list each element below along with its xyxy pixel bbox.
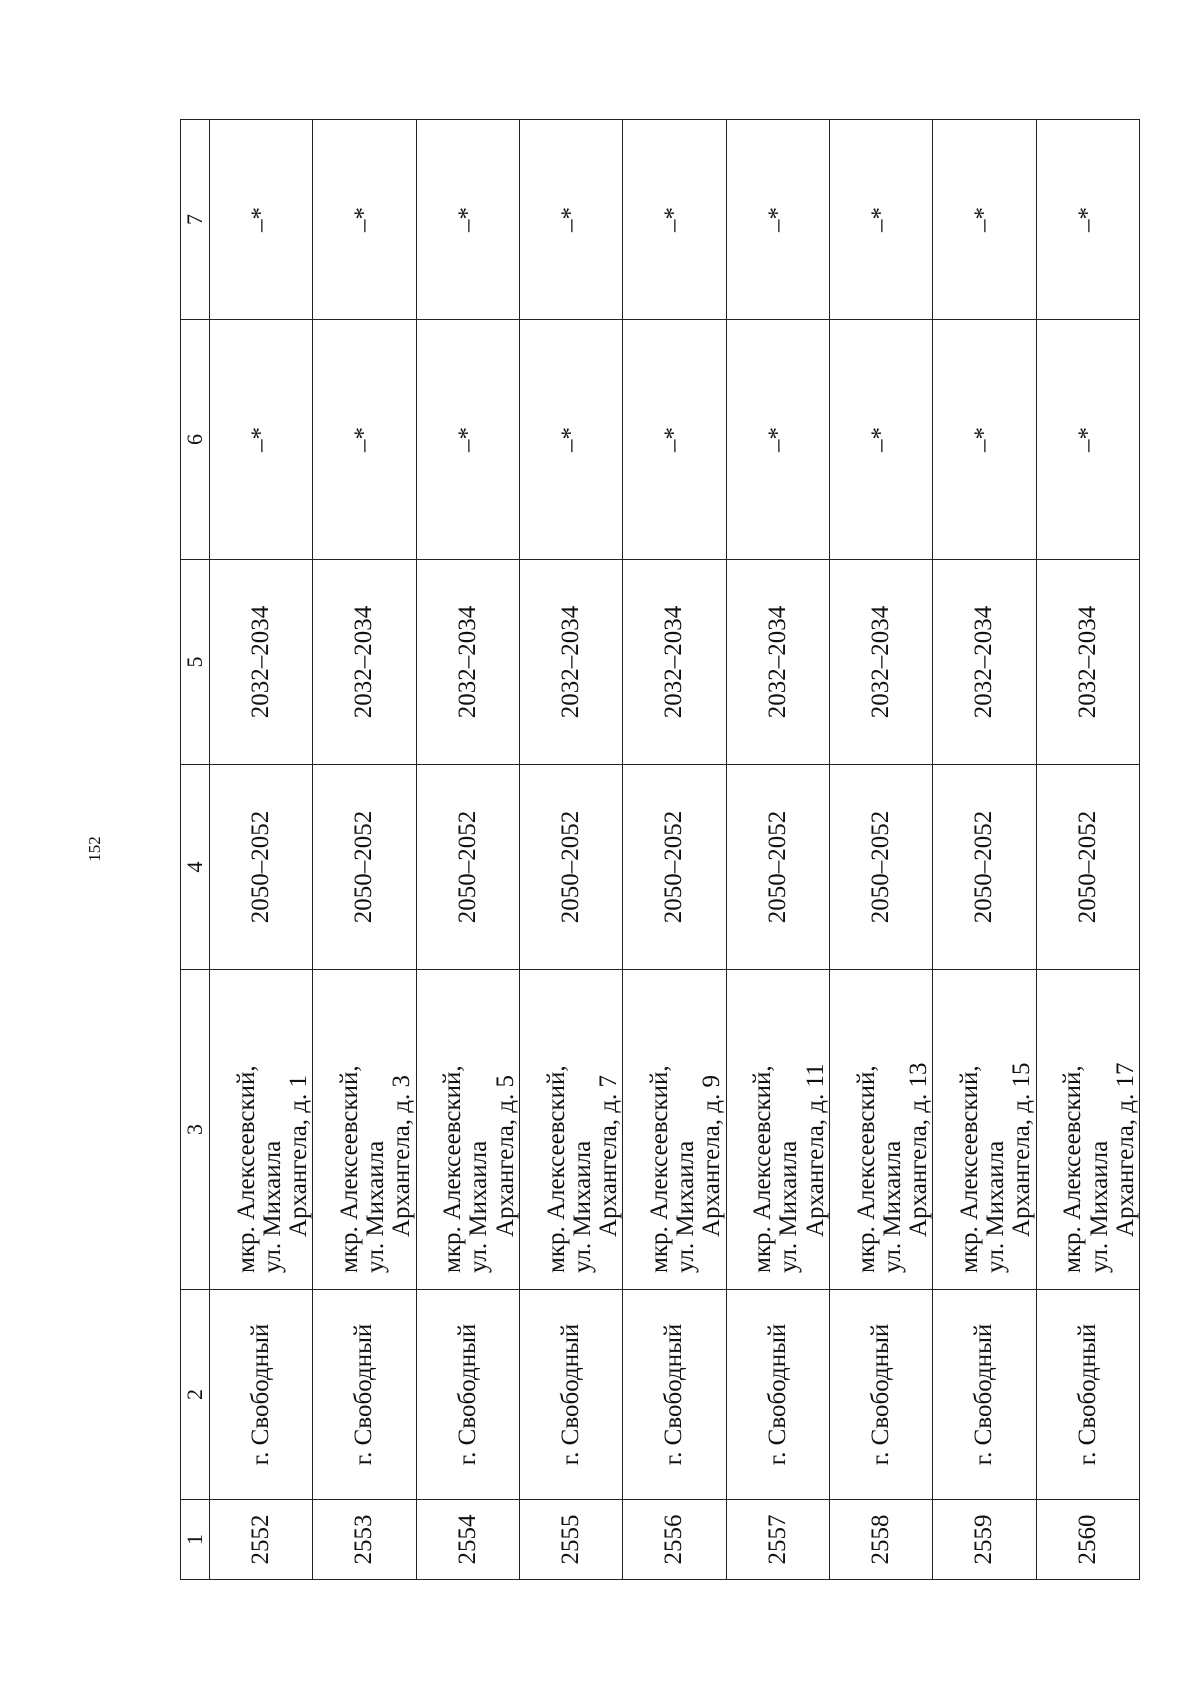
value-cell-col6 xyxy=(933,320,1036,560)
period-cell-col4 xyxy=(416,765,519,970)
period-cell-col5 xyxy=(933,560,1036,765)
value-cell-col6 xyxy=(726,320,829,560)
value-cell-col7 xyxy=(519,120,622,320)
value-cell-col6 xyxy=(313,320,416,560)
address-line-district: мкр. Алексеевский, xyxy=(335,1065,363,1273)
value-col6: –* xyxy=(660,427,688,452)
address-cell xyxy=(829,970,932,1290)
period-col4: 2050–2052 xyxy=(350,810,378,924)
address-line-district: мкр. Алексеевский, xyxy=(542,1065,570,1273)
period-col5: 2032–2034 xyxy=(763,605,791,719)
period-col4: 2050–2052 xyxy=(763,810,791,924)
period-cell-col5 xyxy=(829,560,932,765)
row-number: 2557 xyxy=(763,1514,791,1565)
period-cell-col5 xyxy=(1036,560,1139,765)
period-col5: 2032–2034 xyxy=(453,605,481,719)
page-number: 152 xyxy=(85,836,104,862)
period-cell-col4 xyxy=(313,765,416,970)
city-cell xyxy=(623,1290,726,1500)
value-cell-col6 xyxy=(623,320,726,560)
address-line-street: ул. Михаила xyxy=(258,1140,286,1273)
address-line-district: мкр. Алексеевский, xyxy=(439,1065,467,1273)
value-col6: –* xyxy=(453,427,481,452)
header-cell-1: 1 xyxy=(181,1500,210,1580)
period-col5: 2032–2034 xyxy=(1073,605,1101,719)
city-name: г. Свободный xyxy=(660,1323,688,1466)
row-number-cell xyxy=(726,1500,829,1580)
value-col6: –* xyxy=(557,427,585,452)
value-col6: –* xyxy=(763,427,791,452)
table-row xyxy=(726,120,829,1580)
address-cell xyxy=(1036,970,1139,1290)
value-col7: –* xyxy=(970,207,998,232)
city-name: г. Свободный xyxy=(1073,1323,1101,1466)
address-line-house: Архангела, д. 1 xyxy=(285,1074,313,1237)
period-col5: 2032–2034 xyxy=(557,605,585,719)
table-body xyxy=(210,120,1140,1580)
period-col4: 2050–2052 xyxy=(247,810,275,924)
row-number-cell xyxy=(829,1500,932,1580)
period-col4: 2050–2052 xyxy=(970,810,998,924)
row-number: 2552 xyxy=(247,1514,275,1565)
address-line-house: Архангела, д. 7 xyxy=(595,1074,623,1237)
value-cell-col7 xyxy=(1036,120,1139,320)
row-number-cell xyxy=(1036,1500,1139,1580)
value-cell-col7 xyxy=(416,120,519,320)
value-cell-col6 xyxy=(829,320,932,560)
period-cell-col4 xyxy=(1036,765,1139,970)
value-col7: –* xyxy=(1073,207,1101,232)
table-row xyxy=(829,120,932,1580)
city-name: г. Свободный xyxy=(557,1323,585,1466)
city-cell xyxy=(1036,1290,1139,1500)
header-cell-5: 5 xyxy=(181,560,210,765)
row-number: 2555 xyxy=(557,1514,585,1565)
value-cell-col7 xyxy=(829,120,932,320)
value-col7: –* xyxy=(453,207,481,232)
address-line-district: мкр. Алексеевский, xyxy=(852,1065,880,1273)
value-cell-col6 xyxy=(519,320,622,560)
address-line-house: Архангела, д. 9 xyxy=(698,1074,726,1237)
value-cell-col6 xyxy=(1036,320,1139,560)
value-col7: –* xyxy=(557,207,585,232)
city-cell xyxy=(726,1290,829,1500)
address-line-street: ул. Михаила xyxy=(1085,1140,1113,1273)
period-col4: 2050–2052 xyxy=(1073,810,1101,924)
address-cell xyxy=(519,970,622,1290)
address-cell xyxy=(726,970,829,1290)
period-col5: 2032–2034 xyxy=(247,605,275,719)
table-container xyxy=(180,120,1140,1580)
period-cell-col5 xyxy=(313,560,416,765)
row-number-cell xyxy=(313,1500,416,1580)
period-col4: 2050–2052 xyxy=(867,810,895,924)
address-cell xyxy=(933,970,1036,1290)
address-cell xyxy=(210,970,313,1290)
address-line-street: ул. Михаила xyxy=(878,1140,906,1273)
table-row xyxy=(623,120,726,1580)
row-number: 2556 xyxy=(660,1514,688,1565)
city-cell xyxy=(416,1290,519,1500)
period-cell-col4 xyxy=(210,765,313,970)
value-col7: –* xyxy=(350,207,378,232)
table-row xyxy=(933,120,1036,1580)
header-row xyxy=(181,120,210,1580)
address-cell xyxy=(623,970,726,1290)
value-col7: –* xyxy=(763,207,791,232)
row-number: 2554 xyxy=(453,1514,481,1565)
value-col6: –* xyxy=(970,427,998,452)
period-col4: 2050–2052 xyxy=(453,810,481,924)
rotated-table-frame xyxy=(180,120,1140,1580)
value-cell-col6 xyxy=(416,320,519,560)
address-line-street: ул. Михаила xyxy=(775,1140,803,1273)
table-row xyxy=(210,120,313,1580)
city-cell xyxy=(519,1290,622,1500)
city-name: г. Свободный xyxy=(763,1323,791,1466)
period-cell-col4 xyxy=(933,765,1036,970)
value-col6: –* xyxy=(1073,427,1101,452)
address-line-house: Архангела, д. 5 xyxy=(491,1074,519,1237)
period-cell-col4 xyxy=(623,765,726,970)
city-cell xyxy=(313,1290,416,1500)
period-cell-col5 xyxy=(726,560,829,765)
header-cell-4: 4 xyxy=(181,765,210,970)
period-cell-col5 xyxy=(623,560,726,765)
value-col6: –* xyxy=(867,427,895,452)
address-line-street: ул. Михаила xyxy=(465,1140,493,1273)
address-line-street: ул. Михаила xyxy=(568,1140,596,1273)
row-number: 2560 xyxy=(1073,1514,1101,1565)
address-line-house: Архангела, д. 17 xyxy=(1111,1062,1139,1237)
row-number-cell xyxy=(519,1500,622,1580)
city-name: г. Свободный xyxy=(350,1323,378,1466)
header-cell-3: 3 xyxy=(181,970,210,1290)
value-cell-col6 xyxy=(210,320,313,560)
city-cell xyxy=(933,1290,1036,1500)
period-cell-col5 xyxy=(519,560,622,765)
value-cell-col7 xyxy=(313,120,416,320)
value-cell-col7 xyxy=(726,120,829,320)
value-col7: –* xyxy=(660,207,688,232)
city-name: г. Свободный xyxy=(970,1323,998,1466)
address-line-house: Архангела, д. 13 xyxy=(905,1062,933,1237)
address-line-street: ул. Михаила xyxy=(982,1140,1010,1273)
data-table xyxy=(180,119,1140,1580)
period-cell-col4 xyxy=(726,765,829,970)
value-col6: –* xyxy=(350,427,378,452)
row-number: 2559 xyxy=(970,1514,998,1565)
address-line-district: мкр. Алексеевский, xyxy=(232,1065,260,1273)
address-line-house: Архангела, д. 3 xyxy=(388,1074,416,1237)
city-name: г. Свободный xyxy=(247,1323,275,1466)
table-row xyxy=(416,120,519,1580)
header-cell-2: 2 xyxy=(181,1290,210,1500)
address-cell xyxy=(313,970,416,1290)
period-col5: 2032–2034 xyxy=(350,605,378,719)
address-line-street: ул. Михаила xyxy=(672,1140,700,1273)
address-line-house: Архангела, д. 15 xyxy=(1008,1062,1036,1237)
period-cell-col5 xyxy=(210,560,313,765)
row-number-cell xyxy=(210,1500,313,1580)
row-number-cell xyxy=(416,1500,519,1580)
period-cell-col5 xyxy=(416,560,519,765)
period-col5: 2032–2034 xyxy=(660,605,688,719)
address-line-house: Архангела, д. 11 xyxy=(801,1063,829,1237)
address-line-street: ул. Михаила xyxy=(362,1140,390,1273)
header-cell-6: 6 xyxy=(181,320,210,560)
period-col4: 2050–2052 xyxy=(557,810,585,924)
table-row xyxy=(519,120,622,1580)
row-number-cell xyxy=(623,1500,726,1580)
table-row xyxy=(313,120,416,1580)
value-cell-col7 xyxy=(933,120,1036,320)
address-line-district: мкр. Алексеевский, xyxy=(645,1065,673,1273)
value-col6: –* xyxy=(247,427,275,452)
value-col7: –* xyxy=(867,207,895,232)
period-col5: 2032–2034 xyxy=(867,605,895,719)
value-cell-col7 xyxy=(210,120,313,320)
address-line-district: мкр. Алексеевский, xyxy=(1059,1065,1087,1273)
period-col5: 2032–2034 xyxy=(970,605,998,719)
city-cell xyxy=(210,1290,313,1500)
period-cell-col4 xyxy=(519,765,622,970)
row-number: 2558 xyxy=(867,1514,895,1565)
city-name: г. Свободный xyxy=(867,1323,895,1466)
city-name: г. Свободный xyxy=(453,1323,481,1466)
value-cell-col7 xyxy=(623,120,726,320)
row-number: 2553 xyxy=(350,1514,378,1565)
period-cell-col4 xyxy=(829,765,932,970)
address-line-district: мкр. Алексеевский, xyxy=(749,1065,777,1273)
city-cell xyxy=(829,1290,932,1500)
row-number-cell xyxy=(933,1500,1036,1580)
address-line-district: мкр. Алексеевский, xyxy=(955,1065,983,1273)
table-row xyxy=(1036,120,1139,1580)
address-cell xyxy=(416,970,519,1290)
period-col4: 2050–2052 xyxy=(660,810,688,924)
header-cell-7: 7 xyxy=(181,120,210,320)
value-col7: –* xyxy=(247,207,275,232)
